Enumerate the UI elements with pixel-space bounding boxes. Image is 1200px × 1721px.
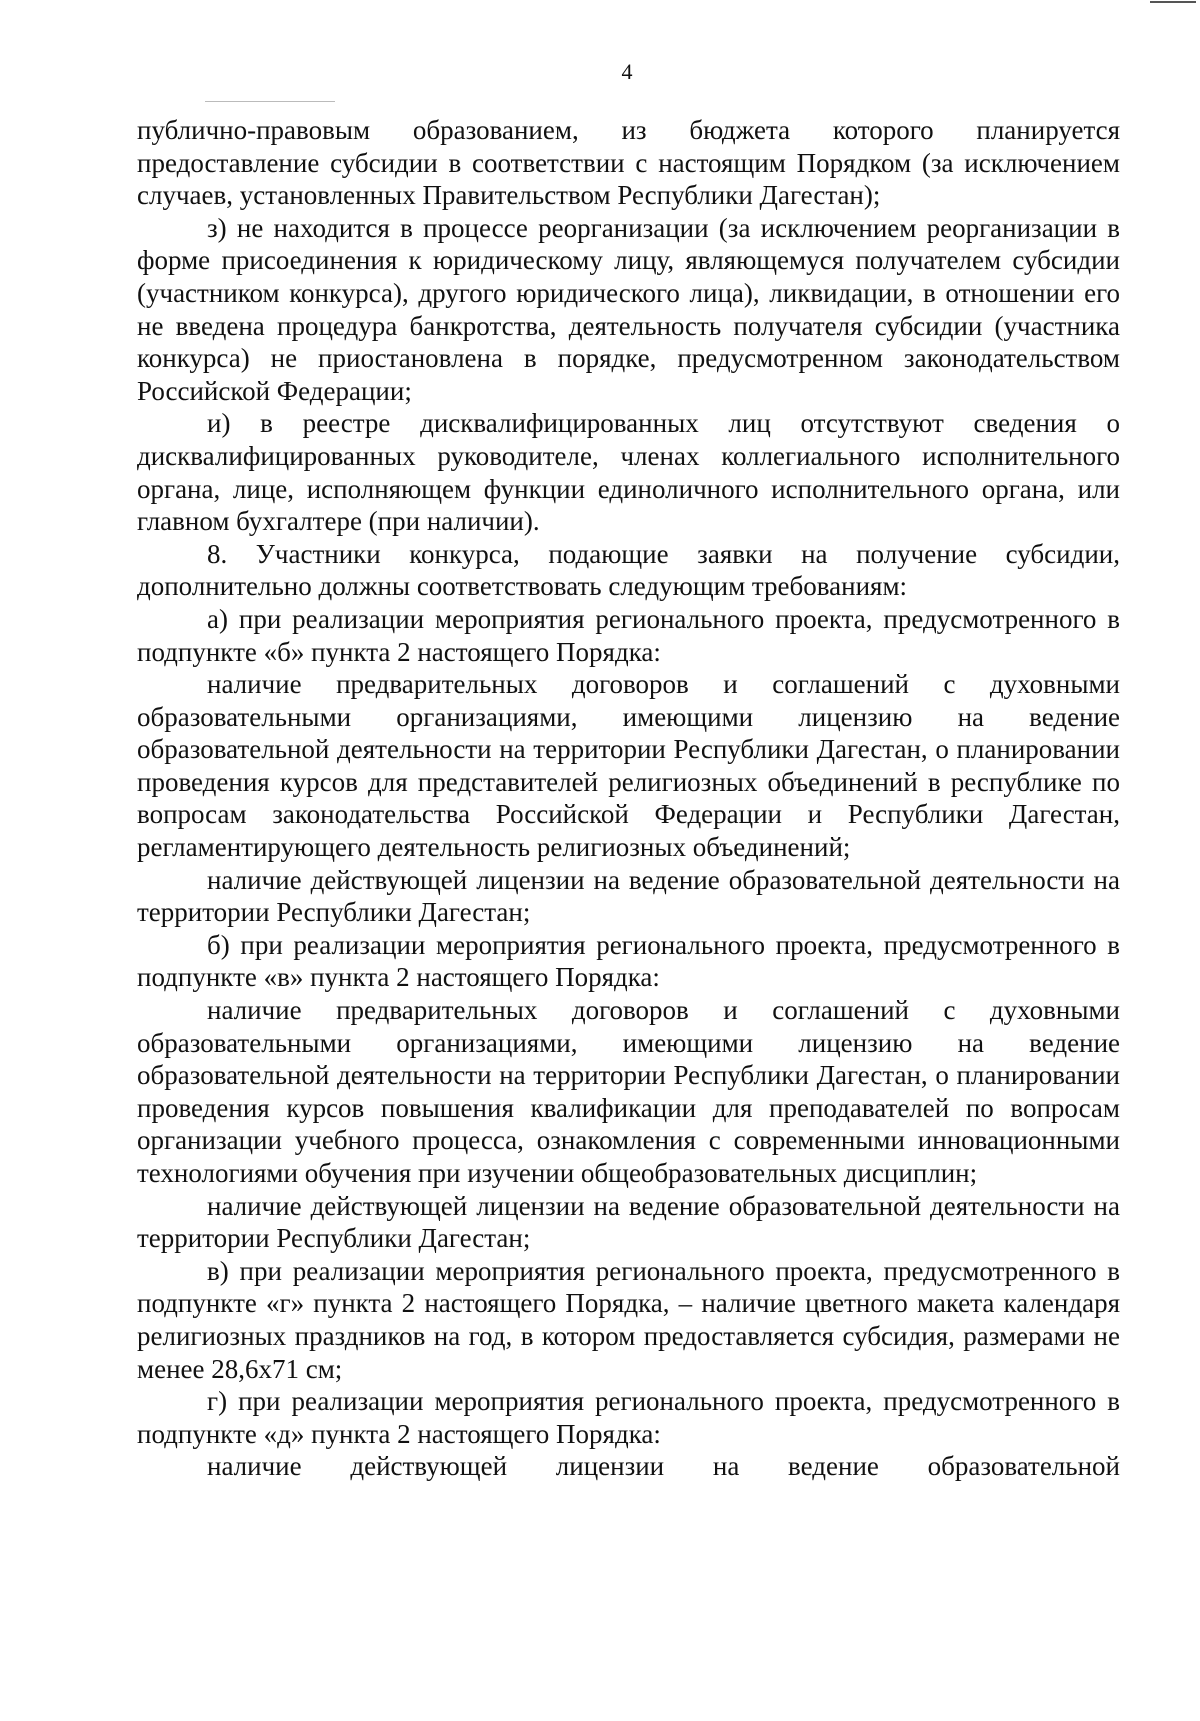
- paragraph-requirement: наличие предварительных договоров и соглашений с духовными образовательными организациями, имеющими лицензию на ведение образовательной деятельности на территории Республики Дагестан, о планировании проведения курсов повышения квалификации для преподавателей по вопросам организации учебного процесса, ознакомления с современными инновационными технологиями обучения при изучении общеобразовательных дисциплин;: [137, 995, 1120, 1188]
- paragraph-continuation: публично-правовым образованием, из бюджета которого планируется предоставление субсидии в соответствии с настоящим Порядком (за исключением случаев, установленных Правительством Республики Дагестан);: [137, 115, 1120, 211]
- paragraph-requirement: наличие предварительных договоров и соглашений с духовными образовательными организациями, имеющими лицензию на ведение образовательной деятельности на территории Республики Дагестан, о планировании проведения курсов для представителей религиозных объединений в республике по вопросам законодательства Российской Федерации и Республики Дагестан, регламентирующего деятельность религиозных объединений;: [137, 669, 1120, 863]
- paragraph-requirement: наличие действующей лицензии на ведение образовательной деятельности на территории Республики Дагестан;: [137, 1190, 1120, 1254]
- paragraph-requirement: наличие действующей лицензии на ведение образовательной: [207, 1451, 1120, 1482]
- paragraph-item-z: з) не находится в процессе реорганизации (за исключением реорганизации в форме присоединения к юридическому лицу, являющемуся получателем субсидии (участником конкурса), другого юридического лица), ликвидации, в отношении его не введена процедура банкротства, деятельность получателя субсидии (участника конкурса) не приостановлена в порядке, предусмотренном законодательством Российской Федерации;: [137, 212, 1120, 406]
- paragraph-item-a: а) при реализации мероприятия регионального проекта, предусмотренного в подпункте «б» пункта 2 настоящего Порядка:: [137, 603, 1120, 667]
- paragraph-item-v: в) при реализации мероприятия регионального проекта, предусмотренного в подпункте «г» пункта 2 настоящего Порядка, – наличие цветного макета календаря религиозных праздников на год, в котором предоставляется субсидия, размерами не менее 28,6х71 см;: [137, 1255, 1120, 1384]
- paragraph-item-g: г) при реализации мероприятия регионального проекта, предусмотренного в подпункте «д» пункта 2 настоящего Порядка:: [137, 1386, 1120, 1449]
- paragraph-item-i: и) в реестре дисквалифицированных лиц отсутствуют сведения о дисквалифицированных руководителе, членах коллегиального исполнительного органа, лице, исполняющем функции единоличного исполнительного органа, или главном бухгалтере (при наличии).: [137, 408, 1120, 537]
- scan-artifact: [205, 101, 335, 102]
- paragraph-section-8: 8. Участники конкурса, подающие заявки на получение субсидии, дополнительно должны соответствовать следующим требованиям:: [137, 538, 1120, 602]
- page-number: 4: [621, 59, 633, 84]
- scan-artifact: [1150, 1, 1196, 3]
- paragraph-item-b: б) при реализации мероприятия регионального проекта, предусмотренного в подпункте «в» пункта 2 настоящего Порядка:: [137, 929, 1120, 993]
- paragraph-requirement: наличие действующей лицензии на ведение образовательной деятельности на территории Республики Дагестан;: [137, 864, 1120, 928]
- document-body: [137, 114, 1120, 1483]
